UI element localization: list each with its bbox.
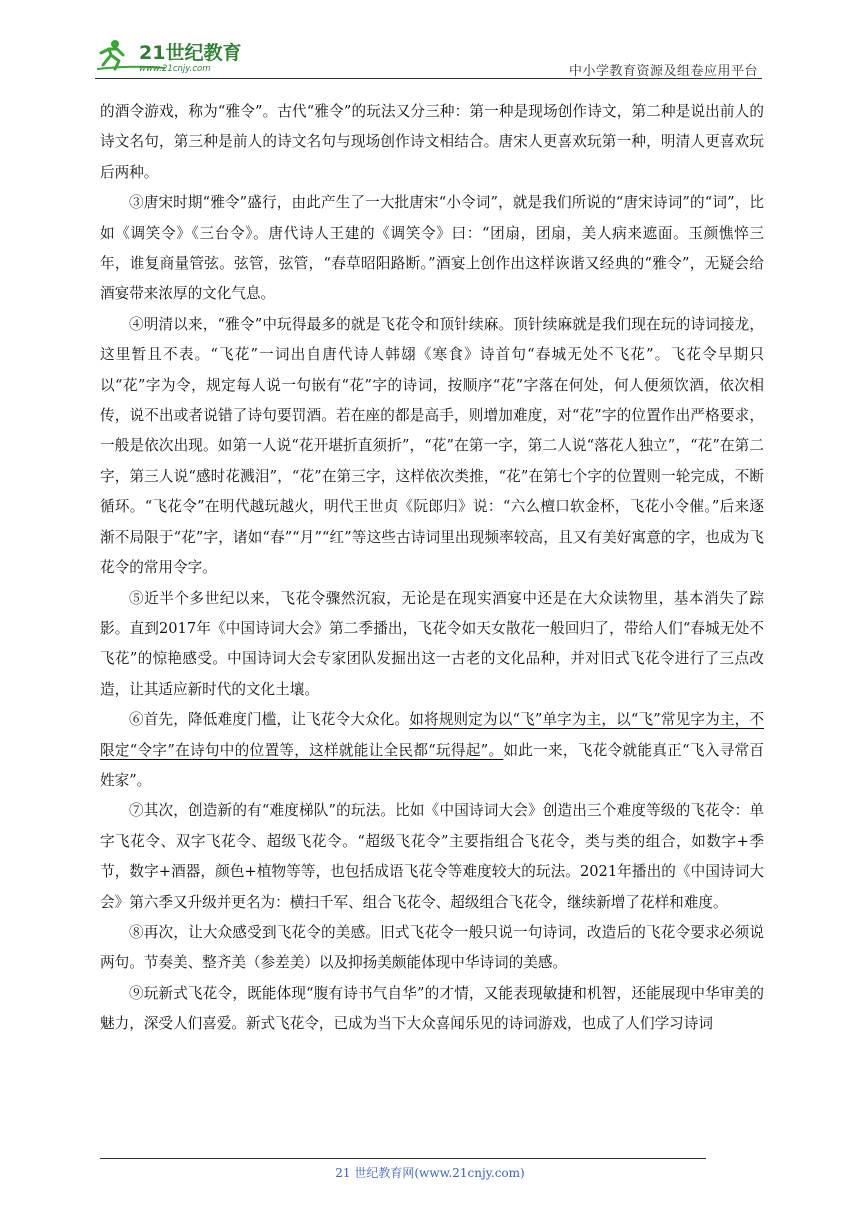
paragraph-5: ⑤近半个多世纪以来，飞花令骤然沉寂，无论是在现实酒宴中还是在大众读物里，基本消失了踪影。直到2017年《中国诗词大会》第二季播出，飞花令如天女散花一般回归了，带给人们“春城无处不飞花”的惊艳感受。中国诗词大会专家团队发掘出这一古老的文化品种，并对旧式飞花令进行了三点改造，让其适应新时代的文化土壤。 <box>100 589 764 698</box>
paragraph-2-cont: 的酒令游戏，称为“雅令”。古代“雅令”的玩法又分三种：第一种是现场创作诗文，第二种是说出前人的诗文名句，第三种是前人的诗文名句与现场创作诗文相结合。唐宋人更喜欢玩第一种，明清人更喜欢玩后两种。 <box>100 103 764 181</box>
paragraph-3: ③唐宋时期“雅令”盛行，由此产生了一大批唐宋“小令词”，就是我们所说的“唐宋诗词”的“词”，比如《调笑令》《三台令》。唐代诗人王建的《调笑令》曰：“团扇，团扇，美人病来遮面。玉颜憔悴三年，谁复商量管弦。弦管，弦管，“春草昭阳路断。”酒宴上创作出这样诙谐又经典的“雅令”，无疑会给酒宴带来浓厚的文化气息。 <box>100 194 764 303</box>
logo-21cnjy <box>95 35 265 75</box>
logo-text: 21世纪教育 <box>139 42 242 64</box>
footer-divider <box>100 1158 706 1159</box>
underlined-sentence: 如将规则定为以“飞”单字为主，以“飞”常见字为主，不限定“令字”在诗句中的位置等，这样就能让全民都“玩得起”。 <box>100 711 764 759</box>
header-divider <box>95 78 762 79</box>
paragraph-9: ⑨玩新式飞花令，既能体现“腹有诗书气自华”的才情，又能表现敏捷和机智，还能展现中华审美的魅力，深受人们喜爱。新式飞花令，已成为当下大众喜闻乐见的诗词游戏，也成了人们学习诗词 <box>100 984 764 1033</box>
platform-title: 中小学教育资源及组卷应用平台 <box>568 64 758 79</box>
paragraph-6 <box>100 705 764 796</box>
paragraph-8: ⑧再次，让大众感受到飞花令的美感。旧式飞花令一般只说一句诗词，改造后的飞花令要求必须说两句。节奏美、整齐美（参差美）以及抑扬美颇能体现中华诗词的美感。 <box>100 923 764 972</box>
paragraph-4: ④明清以来，“雅令”中玩得最多的就是飞花令和顶针续麻。顶针续麻就是我们现在玩的诗词接龙，这里暂且不表。“飞花”一词出自唐代诗人韩翃《寒食》诗首句“春城无处不飞花”。飞花令早期只以“花”字为令，规定每人说一句嵌有“花”字的诗词，按顺序“花”字落在何处，何人便须饮酒，依次相传，说不出或者说错了诗句要罚酒。若在座的都是高手，则增加难度，对“花”字的位置作出严格要求，一般是依次出现。如第一人说“花开堪折直须折”，“花”在第一字，第二人说“落花人独立”，“花”在第二字，第三人说“感时花溅泪”，“花”在第三字，这样依次类推，“花”在第七个字的位置则一轮完成，不断循环。“飞花令”在明代越玩越火，明代王世贞《阮郎归》说：“六么檀口软金杯，飞花小令催。”后来逐渐不局限于“花”字，诸如“春”“月”“红”等这些古诗词里出现频率较高，且又有美好寓意的字，也成为飞花令的常用令字。 <box>100 315 764 577</box>
paragraph-7: ⑦其次，创造新的有“难度梯队”的玩法。比如《中国诗词大会》创造出三个难度等级的飞花令：单字飞花令、双字飞花令、超级飞花令。“超级飞花令”主要指组合飞花令，类与类的组合，如数字+季节，数字+酒器，颜色+植物等等，也包括成语飞花令等难度较大的玩法。2021年播出的《中国诗词大会》第六季又升级并更名为：横扫千军、组合飞花令、超级组合飞花令，继续新增了花样和难度。 <box>100 802 764 911</box>
paragraph-6-tail: 如此一来，飞花令就能真正“飞入寻常百姓家”。 <box>100 741 764 789</box>
footer-link[interactable]: 21 世纪教育网(www.21cnjy.com) <box>335 1166 525 1180</box>
page-header <box>95 30 760 80</box>
article-body <box>100 97 764 1040</box>
logo-url: www.21cnjy.com <box>139 64 211 74</box>
paragraph-6-lead: ⑥首先，降低难度门槛，让飞花令大众化。 <box>129 711 410 729</box>
